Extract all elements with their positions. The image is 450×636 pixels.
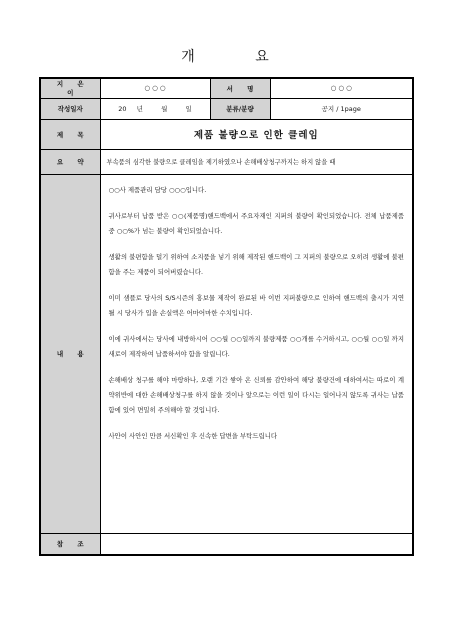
content-paragraph: 이에 귀사에서는 당사에 내방하시어 ○○월 ○○일까지 불량제품 ○○개를 수거하시고, ○○월 ○○일 까지 새로이 제작하여 납품하셔야 함을 알립니다. bbox=[108, 334, 404, 358]
date-year-unit: 년 bbox=[136, 105, 143, 113]
reference-value[interactable] bbox=[100, 533, 413, 555]
subject-value[interactable]: 제품 불량으로 인한 클레임 bbox=[100, 119, 413, 149]
author-value[interactable]: ○ ○ ○ bbox=[100, 78, 210, 98]
subject-label: 제 목 bbox=[40, 119, 100, 149]
date-label: 작성일자 bbox=[40, 98, 100, 119]
sign-label: 서 명 bbox=[210, 78, 270, 98]
date-year: 20 bbox=[118, 105, 127, 113]
content-paragraph: ○○사 제품관리 담당 ○○○입니다. bbox=[108, 185, 207, 194]
date-day-unit: 일 bbox=[185, 105, 192, 113]
date-month-unit: 월 bbox=[161, 105, 168, 113]
date-value[interactable] bbox=[100, 98, 210, 119]
author-label: 지 은 이 bbox=[40, 78, 100, 98]
summary-value[interactable]: 부속품의 심각한 불량으로 클레임을 제기하였으나 손해배상청구까지는 하지 않을 때 bbox=[100, 149, 413, 174]
content-body[interactable] bbox=[100, 174, 413, 533]
overview-form bbox=[39, 77, 414, 556]
content-paragraph: 귀사로부터 납품 받은 ○○(제품명)핸드백에서 주요자재인 지퍼의 불량이 확인되었습니다. 전체 납품제품 중 ○○%가 넘는 불량이 확인되었습니다. bbox=[108, 211, 404, 235]
category-label: 분류/분량 bbox=[210, 98, 270, 119]
content-label: 내 용 bbox=[40, 174, 100, 533]
sign-value[interactable]: ○ ○ ○ bbox=[270, 78, 413, 98]
content-paragraph: 이미 샘플로 당사의 S/S시즌의 홍보물 제작이 완료된 바 이번 지퍼불량으로 인하여 핸드백의 출시가 지연될 시 당사가 입을 손실액은 어마어마한 수치입니다. bbox=[108, 293, 404, 317]
category-value[interactable]: 공지 / 1page bbox=[270, 98, 413, 119]
content-paragraph: 사안이 사안인 만큼 서신확인 후 신속한 답변을 부탁드립니다 bbox=[108, 431, 278, 440]
summary-label: 요 약 bbox=[40, 149, 100, 174]
document-title: 개 요 bbox=[181, 49, 297, 65]
reference-label: 참 조 bbox=[40, 533, 100, 555]
content-paragraph: 생활의 불편함을 덜기 위하여 소지품을 넣기 위해 제작된 핸드백이 그 지퍼의 불량으로 오히려 생활에 불편함을 주는 제품이 되어버렸습니다. bbox=[108, 252, 404, 276]
content-paragraph: 손해배상 청구를 해야 마땅하나, 오랜 기간 쌓아 온 신뢰를 감안하여 해당 불량건에 대하여서는 따로이 계약위반에 대한 손해배상청구를 하지 않을 것이나 앞으로는 이런 일이 다시는 일어나지 않도록 귀사는 납품함에 있어 면밀히 주의해야 할 것입니다. bbox=[108, 375, 404, 414]
